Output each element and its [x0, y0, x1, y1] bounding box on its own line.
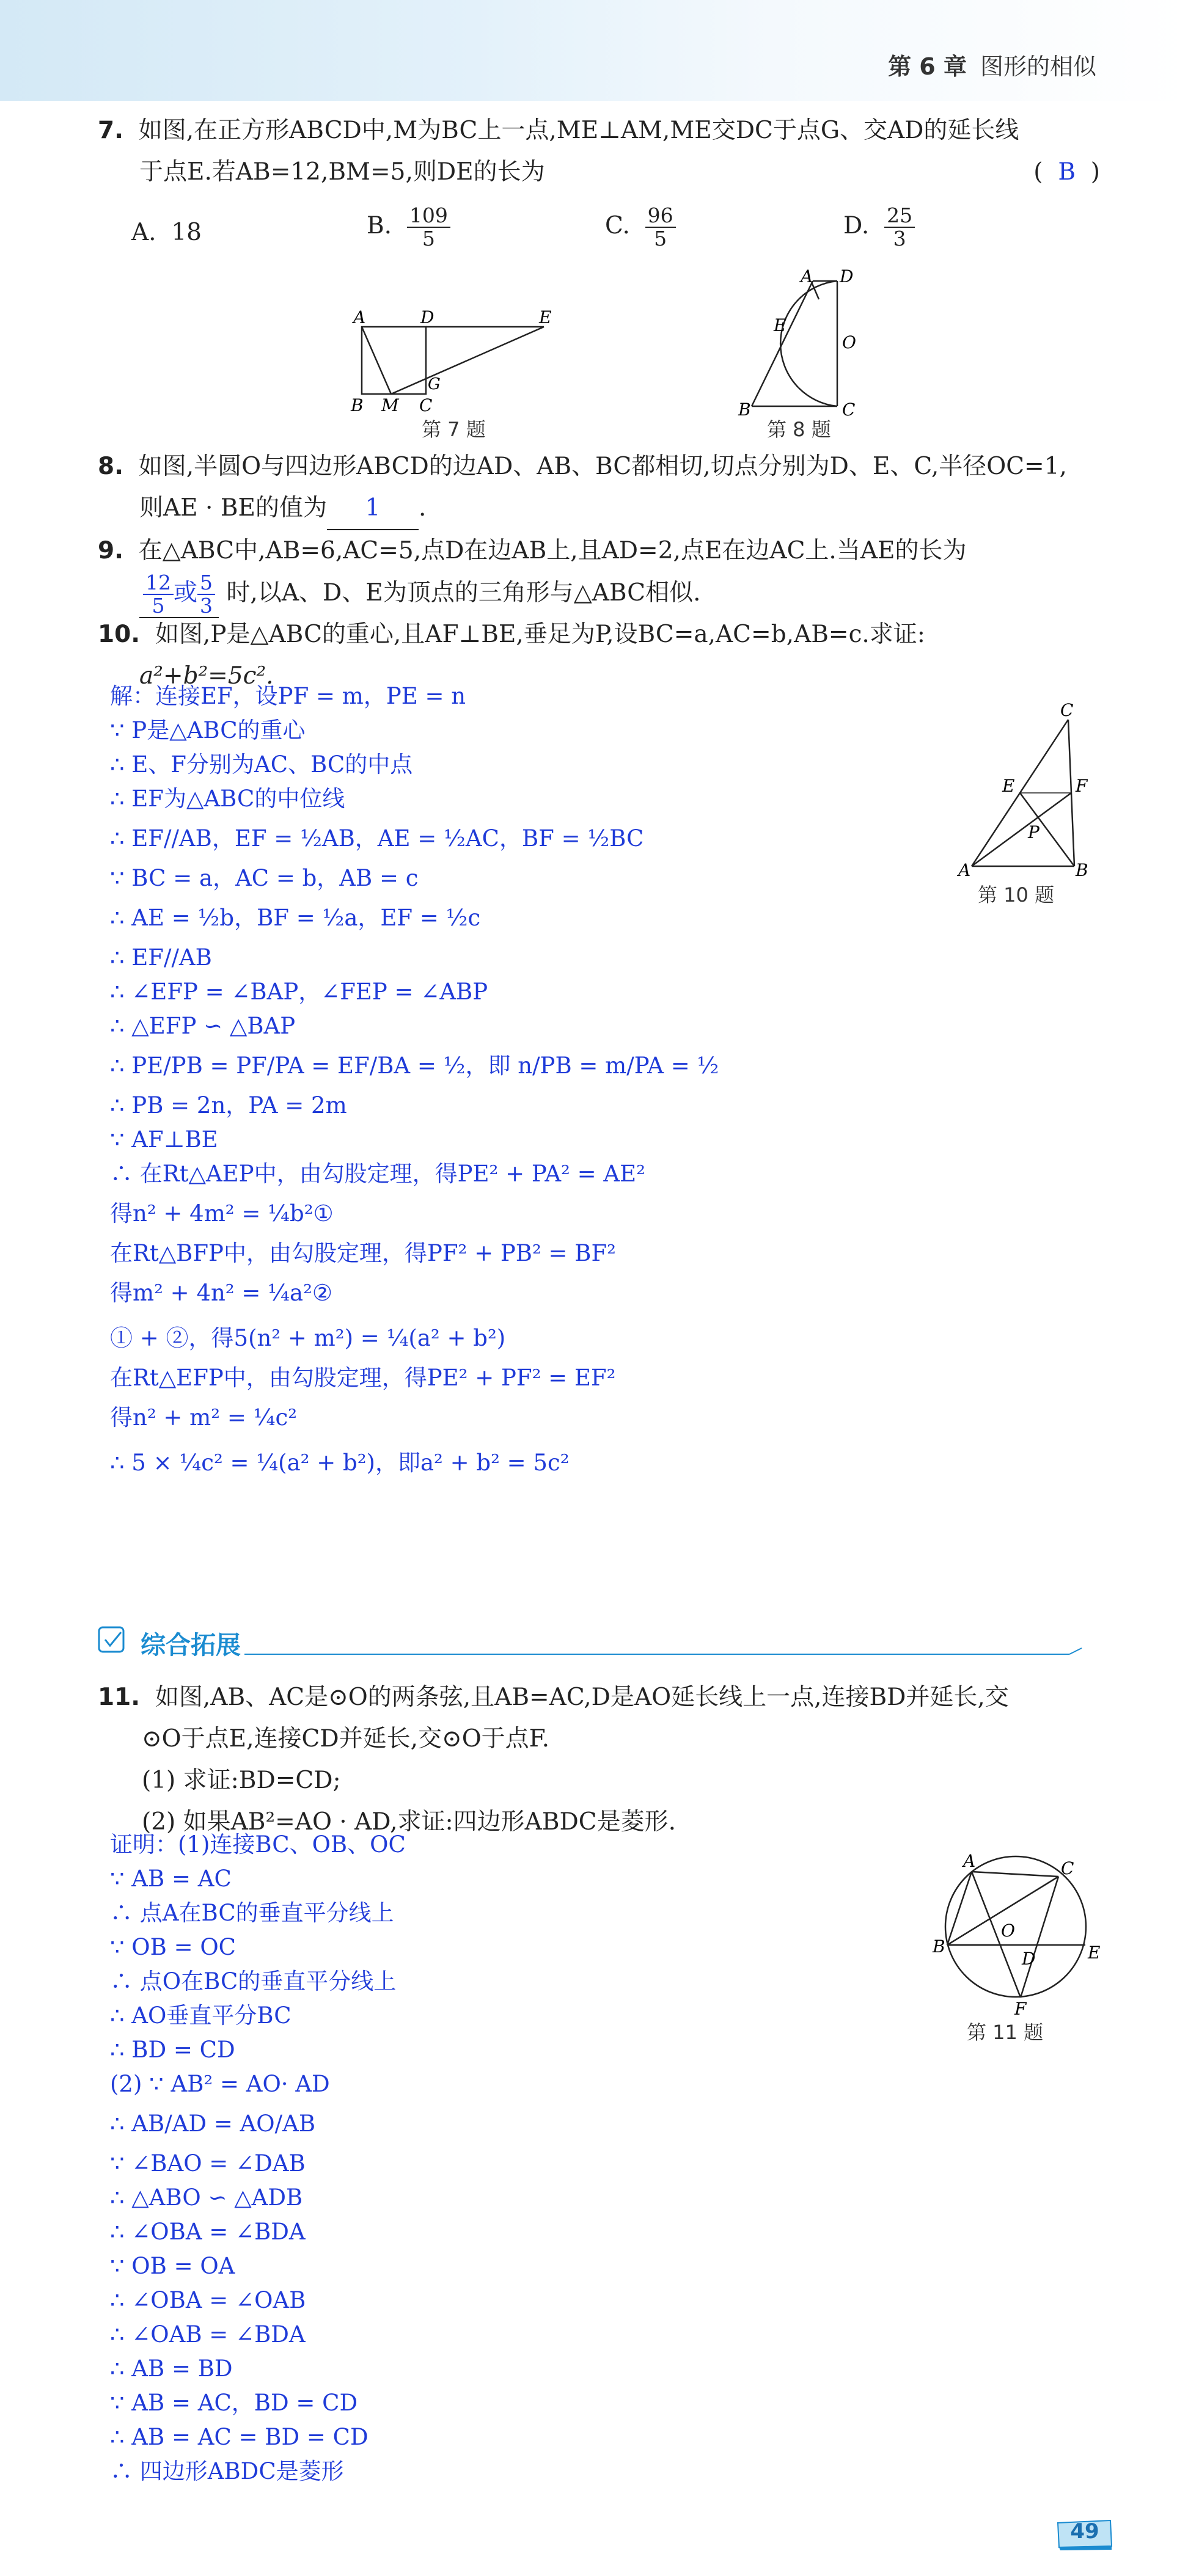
svg-text:F: F: [1076, 776, 1088, 796]
svg-text:B: B: [738, 400, 751, 420]
figure-7-caption: 第 7 题: [422, 418, 486, 441]
solution-line: ∴ ∠OAB = ∠BDA: [110, 2321, 306, 2348]
solution-line: 解：连接EF，设PF = m，PE = n: [110, 683, 466, 709]
question-text: 如图,P是△ABC的重心,且AF⊥BE,垂足为P,设BC=a,AC=b,AB=c.求证:: [155, 621, 925, 648]
svg-text:E: E: [774, 315, 787, 335]
svg-text:P: P: [1028, 822, 1040, 842]
answer-blank: $\frac{12}{5}$ 或 $\frac{5}{3}$: [139, 572, 219, 618]
figure-10-caption: 第 10 题: [978, 883, 1055, 907]
solution-line: ∴ EF//AB，EF = ½AB，AE = ½AC，BF = ½BC: [110, 825, 644, 852]
solution-line: ∴ AB/AD = AO/AB: [110, 2111, 316, 2137]
solution-line: ∴ AE = ½b，BF = ½a，EF = ½c: [110, 905, 481, 931]
question-part-2: (2) 如果AB²=AO · AD,求证:四边形ABDC是菱形.: [142, 1808, 676, 1836]
solution-line: ∵ AB = AC，BD = CD: [110, 2390, 358, 2416]
solution-line: ∴ 在Rt△AEP中，由勾股定理，得PE² + PA² = AE²: [110, 1161, 645, 1187]
svg-text:G: G: [428, 375, 441, 393]
solution-line: ∴ ∠OBA = ∠OAB: [110, 2287, 306, 2313]
svg-text:O: O: [1001, 1921, 1015, 1941]
solution-line: ① + ②，得5(n² + m²) = ¼(a² + b²): [110, 1325, 506, 1351]
solution-line: ∴ △EFP ∽ △BAP: [110, 1013, 296, 1039]
question-7: 7. 如图,在正方形ABCD中,M为BC上一点,ME⊥AM,ME交DC于点G、交AD的延长线 于点E.若AB=12,BM=5,则DE的长为 ( B ): [98, 117, 1100, 186]
chapter-title: 图形的相似: [980, 53, 1096, 80]
figure-8-caption: 第 8 题: [767, 418, 831, 441]
question-text: a²+b²=5c².: [139, 662, 274, 690]
figure-7: [342, 302, 562, 425]
figure-8: [733, 269, 874, 421]
solution-line: ∴ PB = 2n，PA = 2m: [110, 1092, 347, 1118]
solution-line: ∴ 点O在BC的垂直平分线上: [110, 1968, 397, 1994]
solution-10: [110, 679, 966, 1486]
solution-line: ∵ OB = OC: [110, 1934, 236, 1960]
solution-line: ∴ EF为△ABC的中位线: [110, 786, 345, 812]
question-8: 8. 如图,半圆O与四边形ABCD的边AD、AB、BC都相切,切点分别为D、E、C,半径OC=1, 则AE · BE的值为 1 .: [98, 446, 1100, 530]
question-text: ⊙O于点E,连接CD并延长,交⊙O于点F.: [142, 1725, 550, 1753]
question-9: [98, 530, 1100, 618]
solution-line: ∴ E、F分别为AC、BC的中点: [110, 751, 413, 778]
solution-line: ∵ ∠BAO = ∠DAB: [110, 2150, 306, 2176]
solution-line: ∴ BD = CD: [110, 2037, 235, 2063]
solution-line: ∴ 四边形ABDC是菱形: [110, 2458, 344, 2484]
page-number: 49: [1070, 2519, 1099, 2544]
svg-text:B: B: [933, 1936, 945, 1957]
section-title: 综合拓展: [141, 1630, 241, 1660]
svg-text:A: A: [963, 1851, 976, 1871]
svg-text:A: A: [353, 307, 366, 327]
answer-choice: B: [1058, 158, 1076, 186]
chapter-number: 第 6 章: [888, 53, 967, 80]
solution-line: ∵ BC = a，AC = b，AB = c: [110, 865, 419, 891]
option-b: B. $\frac{109}{5}$: [367, 205, 450, 250]
solution-line: 证明：(1)连接BC、OB、OC: [110, 1831, 406, 1858]
solution-line: ∴ AB = AC = BD = CD: [110, 2424, 369, 2450]
solution-line: 得m² + 4n² = ¼a²②: [110, 1280, 333, 1306]
question-number: 10.: [98, 621, 141, 648]
solution-line: 得n² + 4m² = ¼b²①: [110, 1200, 334, 1227]
question-text: 于点E.若AB=12,BM=5,则DE的长为: [139, 158, 545, 186]
solution-line: ∴ EF//AB: [110, 944, 212, 971]
figure-10: [953, 702, 1100, 886]
question-text: 则AE · BE的值为: [139, 494, 327, 522]
solution-line: ∴ 5 × ¼c² = ¼(a² + b²)，即a² + b² = 5c²: [110, 1450, 570, 1476]
solution-line: ∴ AO垂直平分BC: [110, 2002, 292, 2029]
svg-text:D: D: [420, 307, 435, 327]
solution-11: [110, 1828, 904, 2489]
svg-text:E: E: [539, 307, 552, 327]
question-11: [98, 1677, 1100, 1843]
solution-line: ∵ AB = AC: [110, 1866, 232, 1892]
svg-text:E: E: [1088, 1943, 1101, 1963]
question-text: 如图,半圆O与四边形ABCD的边AD、AB、BC都相切,切点分别为D、E、C,半径OC=1,: [138, 453, 1067, 480]
solution-line: 在Rt△EFP中，由勾股定理，得PE² + PF² = EF²: [110, 1365, 616, 1391]
question-number: 9.: [98, 537, 123, 564]
question-number: 7.: [98, 117, 123, 144]
solution-line: ∴ AB = BD: [110, 2355, 233, 2382]
option-c: C. $\frac{96}{5}$: [605, 205, 676, 250]
question-part-1: (1) 求证:BD=CD;: [142, 1767, 341, 1794]
question-text: 在△ABC中,AB=6,AC=5,点D在边AB上,且AD=2,点E在边AC上.当AE的长为: [138, 537, 967, 564]
solution-line: 得n² + m² = ¼c²: [110, 1404, 298, 1431]
question-text: 时,以A、D、E为顶点的三角形与△ABC相似.: [226, 579, 701, 607]
figure-11: [929, 1845, 1106, 2016]
option-d: D. $\frac{25}{3}$: [843, 205, 915, 250]
svg-text:C: C: [1061, 1858, 1074, 1878]
svg-text:E: E: [1002, 776, 1015, 796]
svg-text:M: M: [381, 395, 399, 415]
svg-text:C: C: [419, 395, 433, 415]
solution-line: 在Rt△BFP中，由勾股定理，得PF² + PB² = BF²: [110, 1240, 617, 1266]
answer-blank: 1: [327, 487, 419, 530]
svg-text:C: C: [1060, 702, 1074, 720]
solution-line: ∴ △ABO ∽ △ADB: [110, 2184, 303, 2211]
option-a: A. 18: [131, 219, 202, 246]
solution-line: ∴ ∠OBA = ∠BDA: [110, 2219, 306, 2245]
chapter-header: [888, 48, 1096, 81]
svg-text:C: C: [842, 400, 856, 420]
question-number: 8.: [98, 453, 123, 480]
section-divider: [98, 1622, 1088, 1659]
solution-line: ∴ PE/PB = PF/PA = EF/BA = ½，即 n/PB = m/PA = ½: [110, 1053, 719, 1079]
question-text: 如图,AB、AC是⊙O的两条弦,且AB=AC,D是AO延长线上一点,连接BD并延长,交: [155, 1684, 1009, 1711]
svg-text:D: D: [840, 269, 854, 286]
solution-line: ∴ ∠EFP = ∠BAP，∠FEP = ∠ABP: [110, 979, 488, 1005]
solution-line: ∵ OB = OA: [110, 2253, 235, 2279]
svg-text:B: B: [351, 395, 364, 415]
solution-line: ∵ P是△ABC的重心: [110, 717, 306, 743]
svg-text:A: A: [801, 269, 813, 286]
solution-line: ∴ 点A在BC的垂直平分线上: [110, 1900, 394, 1926]
question-number: 11.: [98, 1684, 141, 1711]
solution-line: ∵ AF⊥BE: [110, 1126, 218, 1153]
solution-line: (2) ∵ AB² = AO· AD: [110, 2071, 330, 2097]
svg-text:D: D: [1022, 1949, 1036, 1969]
svg-text:F: F: [1014, 1999, 1027, 2016]
question-text: 如图,在正方形ABCD中,M为BC上一点,ME⊥AM,ME交DC于点G、交AD的延长线: [138, 117, 1019, 144]
svg-text:O: O: [842, 332, 856, 352]
svg-text:A: A: [958, 860, 971, 880]
figure-11-caption: 第 11 题: [967, 2021, 1044, 2044]
svg-text:B: B: [1076, 860, 1088, 880]
